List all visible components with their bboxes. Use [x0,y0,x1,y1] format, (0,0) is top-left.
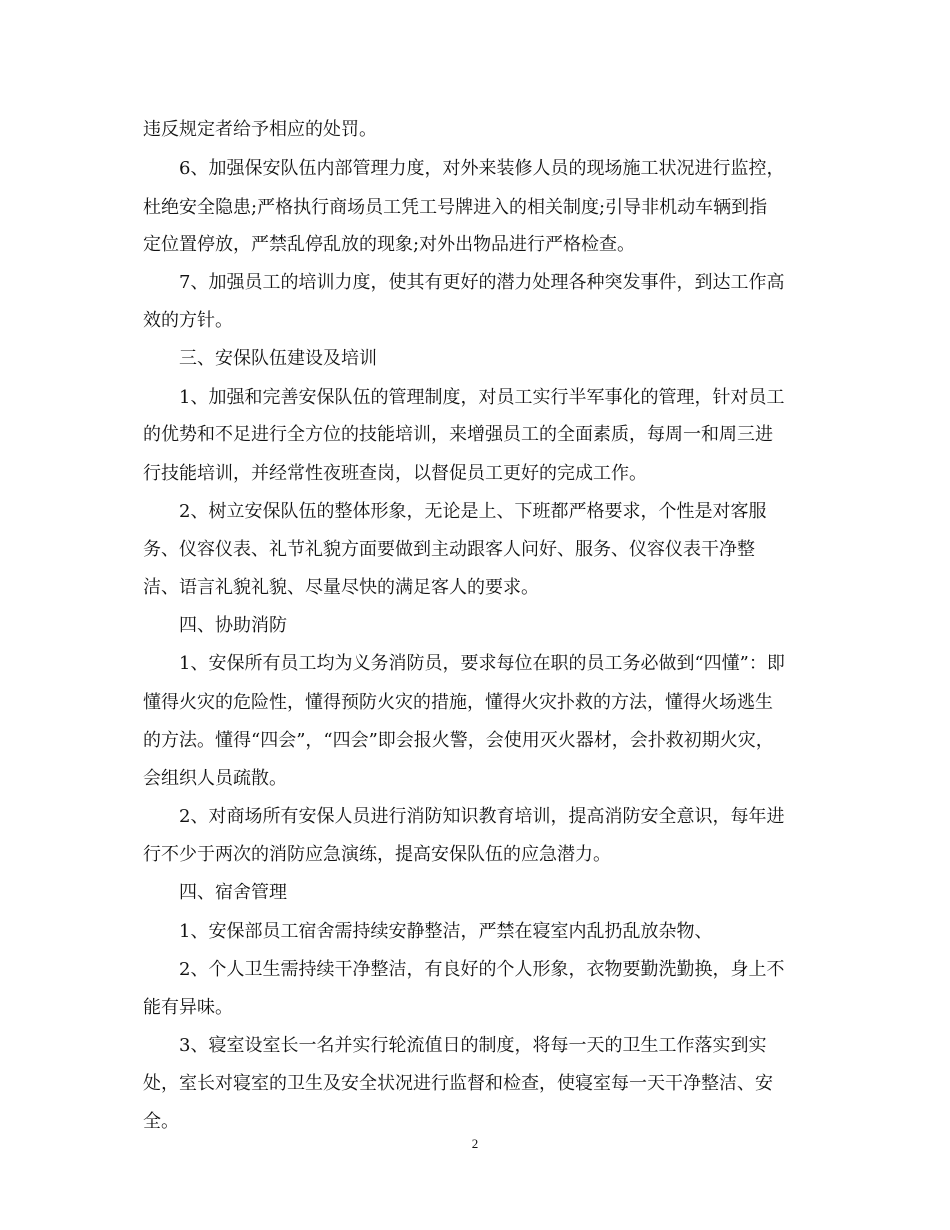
section-heading: 四、协助消防 [179,615,287,636]
text-line: 2、树立安保队伍的整体形象，无论是上、下班都严格要求，个性是对客服 [179,501,767,522]
text-line: 定位置停放，严禁乱停乱放的现象;对外出物品进行严格检查。 [143,234,636,255]
page-number: 2 [471,1136,479,1151]
text-line: 务、仪容仪表、礼节礼貌方面要做到主动跟客人问好、服务、仪容仪表干净整 [143,539,755,560]
text-line: 洁、语言礼貌礼貌、尽量尽快的满足客人的要求。 [143,577,539,598]
text-line: 2、对商场所有安保人员进行消防知识教育培训，提高消防安全意识，每年进 [179,806,785,827]
text-line: 行技能培训，并经常性夜班查岗，以督促员工更好的完成工作。 [143,463,647,484]
text-line: 处，室长对寝室的卫生及安全状况进行监督和检查，使寝室每一天干净整洁、安 [143,1073,773,1094]
text-line: 会组织人员疏散。 [143,768,287,789]
text-line: 1、加强和完善安保队伍的管理制度，对员工实行半军事化的管理，针对员工 [179,387,785,408]
text-line: 懂得火灾的危险性，懂得预防火灾的措施，懂得火灾扑救的方法，懂得火场逃生 [143,692,773,713]
text-line: 3、寝室设室长一名并实行轮流值日的制度，将每一天的卫生工作落实到实 [179,1035,767,1056]
text-line: 6、加强保安队伍内部管理力度，对外来装修人员的现场施工状况进行监控， [179,158,785,179]
text-line: 能有异味。 [143,997,233,1018]
text-line: 杜绝安全隐患;严格执行商场员工凭工号牌进入的相关制度;引导非机动车辆到指 [143,197,768,218]
text-line: 7、加强员工的培训力度，使其有更好的潜力处理各种突发事件，到达工作高 [179,272,785,293]
text-line: 行不少于两次的消防应急演练，提高安保队伍的应急潜力。 [143,844,611,865]
text-line: 效的方针。 [143,310,233,331]
text-line: 违反规定者给予相应的处罚。 [143,119,377,140]
section-heading: 四、宿舍管理 [179,882,287,903]
text-line: 2、个人卫生需持续干净整洁，有良好的个人形象，衣物要勤洗勤换，身上不 [179,959,785,980]
section-heading: 三、安保队伍建设及培训 [179,348,377,369]
text-line: 的优势和不足进行全方位的技能培训，来增强员工的全面素质，每周一和周三进 [143,424,773,445]
text-line: 1、安保所有员工均为义务消防员，要求每位在职的员工务必做到“四懂”：即 [179,653,785,674]
text-line: 的方法。懂得“四会”，“四会”即会报火警，会使用灭火器材，会扑救初期火灾， [143,730,774,751]
text-line: 全。 [143,1111,179,1132]
text-line: 1、安保部员工宿舍需持续安静整洁，严禁在寝室内乱扔乱放杂物、 [179,921,713,942]
